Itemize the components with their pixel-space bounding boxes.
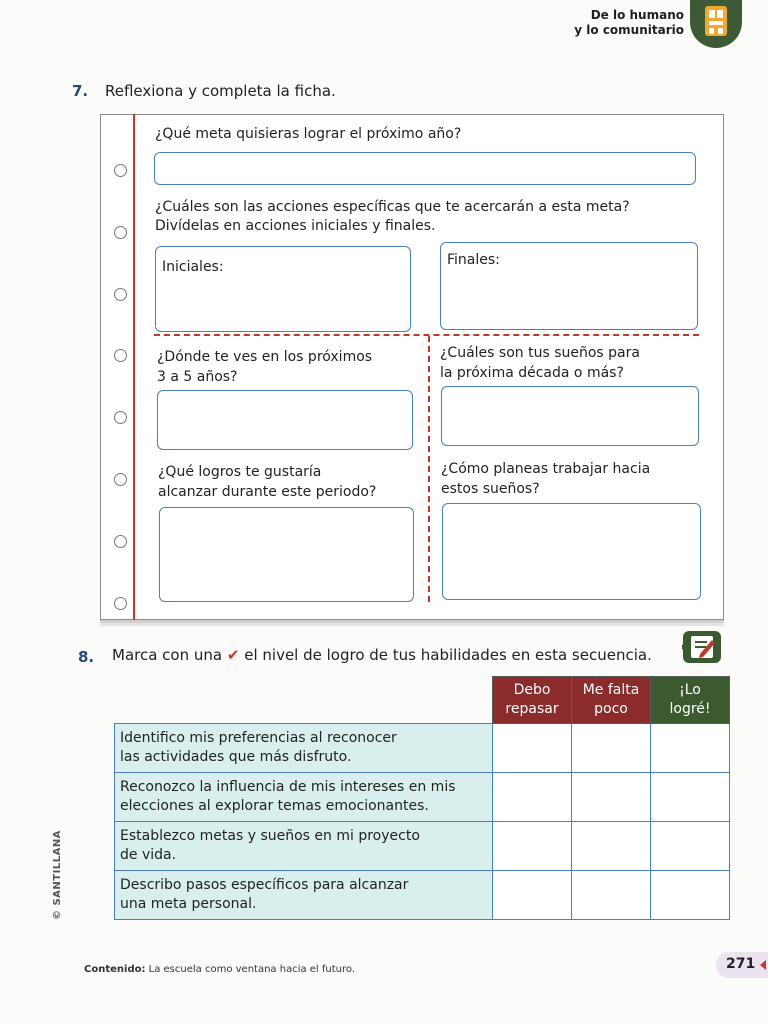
question-plan-line1: ¿Cómo planeas trabajar hacia [441, 461, 651, 477]
initial-actions-label: Iniciales: [162, 259, 224, 275]
binder-hole [114, 226, 127, 239]
question-actions-line1: ¿Cuáles son las acciones específicas que te acercarán a esta meta? [155, 199, 630, 215]
question-achievements-line1: ¿Qué logros te gustaría [158, 464, 322, 480]
pencil-notebook-icon [682, 630, 722, 664]
check-cell-almost[interactable] [572, 871, 651, 920]
section-title-line1: De lo humano [590, 8, 684, 22]
skill-label: Identifico mis preferencias al reconocer las actividades que más disfruto. [115, 724, 493, 773]
table-row [115, 871, 730, 920]
check-cell-almost[interactable] [572, 724, 651, 773]
check-cell-achieved[interactable] [651, 773, 730, 822]
section-title-line2: y lo comunitario [574, 23, 684, 37]
binder-hole [114, 349, 127, 362]
card-margin-line [133, 114, 135, 620]
footer-content [84, 964, 355, 975]
section-divider-vertical [428, 336, 430, 602]
column-header-achieved: ¡Lo logré! [651, 677, 730, 724]
question-actions-line2: Divídelas en acciones iniciales y finales. [155, 218, 436, 234]
activity-8-instruction-before: Marca con una [112, 646, 223, 664]
check-cell-achieved[interactable] [651, 871, 730, 920]
binder-hole [114, 473, 127, 486]
final-actions-label: Finales: [447, 252, 500, 268]
footer-content-text: La escuela como ventana hacia el futuro. [148, 964, 356, 975]
binder-hole [114, 535, 127, 548]
check-cell-achieved[interactable] [651, 822, 730, 871]
column-header-review: Debo repasar [493, 677, 572, 724]
binder-hole [114, 164, 127, 177]
future-answer-box[interactable] [157, 390, 413, 450]
check-cell-almost[interactable] [572, 822, 651, 871]
skill-label: Describo pasos específicos para alcanzar una meta personal. [115, 871, 493, 920]
initial-actions-box[interactable] [155, 246, 411, 332]
table-row [115, 822, 730, 871]
question-future-line2: 3 a 5 años? [157, 369, 238, 385]
skill-label: Reconozco la influencia de mis intereses en mis elecciones al explorar temas emocionantes. [115, 773, 493, 822]
question-future-line1: ¿Dónde te ves en los próximos [157, 349, 373, 365]
check-cell-almost[interactable] [572, 773, 651, 822]
activity-7-number: 7. [72, 82, 89, 100]
check-cell-achieved[interactable] [651, 724, 730, 773]
rubric-header-row [115, 677, 730, 724]
check-cell-review[interactable] [493, 822, 572, 871]
plan-answer-box[interactable] [442, 503, 701, 600]
binder-hole [114, 597, 127, 610]
column-header-almost: Me falta poco [572, 677, 651, 724]
section-badge [690, 0, 742, 48]
section-title [574, 8, 684, 38]
footer-content-label: Contenido: [84, 964, 146, 975]
achievements-answer-box[interactable] [159, 507, 414, 602]
question-dreams-line2: la próxima década o más? [440, 365, 624, 381]
activity-8-instruction [112, 646, 652, 664]
question-achievements-line2: alcanzar durante este periodo? [158, 484, 377, 500]
final-actions-box[interactable] [440, 242, 698, 330]
check-cell-review[interactable] [493, 773, 572, 822]
section-divider-horizontal [154, 334, 699, 336]
page-arrow-icon [760, 960, 766, 970]
skills-rubric-table [114, 676, 730, 920]
table-row [115, 773, 730, 822]
page-number: 271 [716, 952, 768, 978]
activity-8-instruction-after: el nivel de logro de tus habilidades en esta secuencia. [244, 646, 652, 664]
copyright-notice: © SANTILLANA [52, 830, 63, 920]
question-dreams-line1: ¿Cuáles son tus sueños para [440, 345, 640, 361]
question-plan-line2: estos sueños? [441, 481, 540, 497]
check-cell-review[interactable] [493, 724, 572, 773]
activity-8-number: 8. [78, 648, 95, 666]
check-cell-review[interactable] [493, 871, 572, 920]
skill-label: Establezco metas y sueños en mi proyecto de vida. [115, 822, 493, 871]
goal-answer-box[interactable] [154, 152, 696, 185]
binder-hole [114, 411, 127, 424]
activity-7-instruction: Reflexiona y completa la ficha. [105, 82, 336, 100]
question-goal: ¿Qué meta quisieras lograr el próximo año? [155, 126, 462, 142]
community-hands-icon [699, 4, 733, 42]
binder-hole [114, 288, 127, 301]
table-row [115, 724, 730, 773]
check-mark-icon: ✔ [226, 646, 240, 664]
dreams-answer-box[interactable] [441, 386, 699, 446]
